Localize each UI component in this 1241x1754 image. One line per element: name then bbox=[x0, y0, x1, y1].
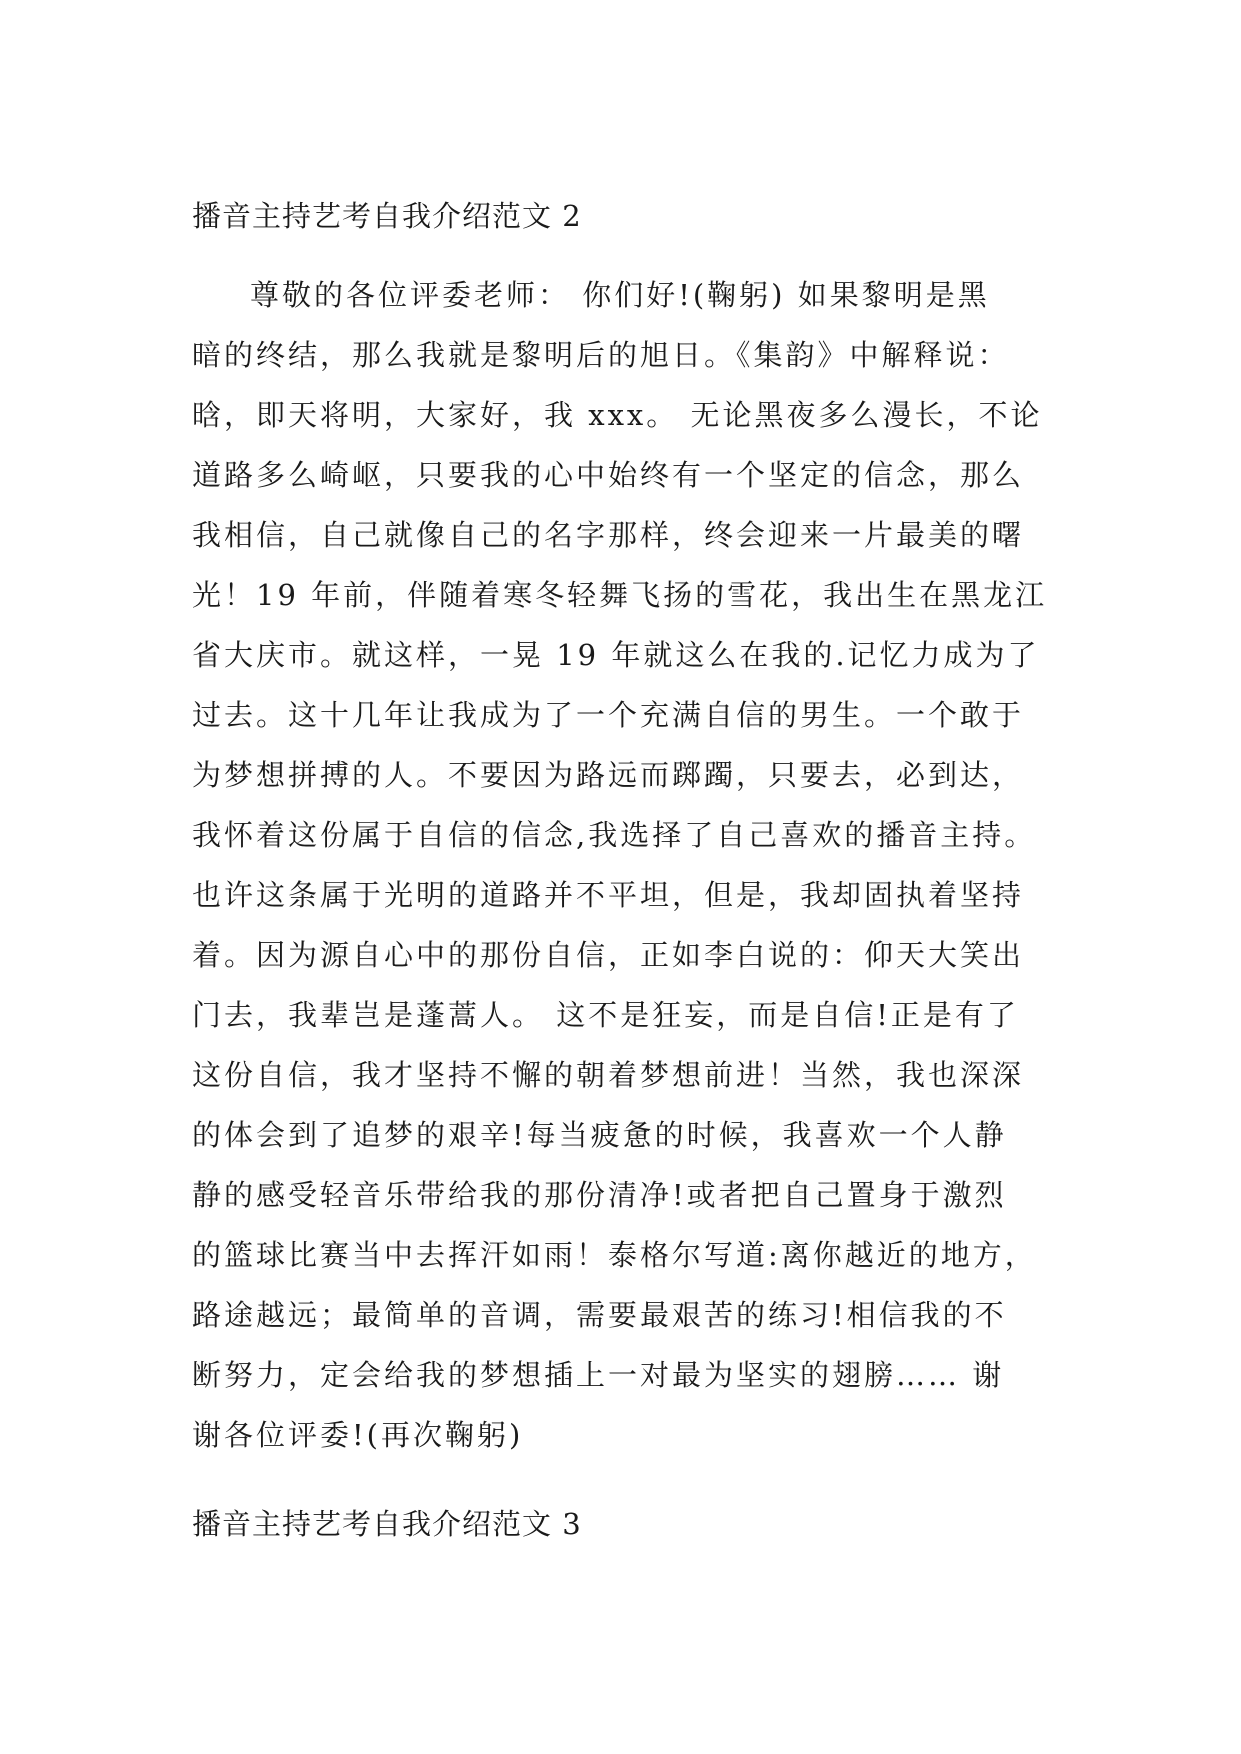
body-line: 的篮球比赛当中去挥汗如雨！泰格尔写道:离你越近的地方， bbox=[192, 1238, 1037, 1272]
body-line: 谢各位评委!(再次鞠躬) bbox=[192, 1418, 524, 1452]
body-line: 过去。这十几年让我成为了一个充满自信的男生。一个敢于 bbox=[192, 698, 1025, 732]
body-line: 断努力，定会给我的梦想插上一对最为坚实的翅膀…… 谢 bbox=[192, 1358, 1005, 1392]
body-line: 道路多么崎岖，只要我的心中始终有一个坚定的信念，那么 bbox=[192, 458, 1025, 492]
body-line: 为梦想拼搏的人。不要因为路远而踯躅，只要去，必到达， bbox=[192, 758, 1025, 792]
body-line: 我怀着这份属于自信的信念,我选择了自己喜欢的播音主持。 bbox=[192, 818, 1037, 852]
body-line: 尊敬的各位评委老师： 你们好!(鞠躬) 如果黎明是黑 bbox=[250, 278, 990, 312]
body-line: 暗的终结，那么我就是黎明后的旭日。《集韵》中解释说： bbox=[192, 338, 1010, 372]
body-line: 也许这条属于光明的道路并不平坦，但是，我却固执着坚持 bbox=[192, 878, 1025, 912]
body-line: 省大庆市。就这样，一晃 19 年就这么在我的.记忆力成为了 bbox=[192, 638, 1040, 672]
body-line: 的体会到了追梦的艰辛!每当疲惫的时候，我喜欢一个人静 bbox=[192, 1118, 1007, 1152]
section-2-body bbox=[192, 265, 1062, 1465]
body-line: 晗，即天将明，大家好，我 xxx。 无论黑夜多么漫长，不论 bbox=[192, 398, 1043, 432]
body-line: 着。因为源自心中的那份自信，正如李白说的：仰天大笑出 bbox=[192, 938, 1025, 972]
section-2-title: 播音主持艺考自我介绍范文 2 bbox=[192, 199, 582, 233]
section-3-title: 播音主持艺考自我介绍范文 3 bbox=[192, 1507, 582, 1541]
body-line: 门去，我辈岂是蓬蒿人。 这不是狂妄，而是自信!正是有了 bbox=[192, 998, 1019, 1032]
body-line: 光！19 年前，伴随着寒冬轻舞飞扬的雪花，我出生在黑龙江 bbox=[192, 578, 1048, 612]
body-line: 路途越远；最简单的音调，需要最艰苦的练习!相信我的不 bbox=[192, 1298, 1007, 1332]
body-line: 静的感受轻音乐带给我的那份清净!或者把自己置身于激烈 bbox=[192, 1178, 1007, 1212]
body-line: 我相信，自己就像自己的名字那样，终会迎来一片最美的曙 bbox=[192, 518, 1025, 552]
body-line: 这份自信，我才坚持不懈的朝着梦想前进！当然，我也深深 bbox=[192, 1058, 1025, 1092]
